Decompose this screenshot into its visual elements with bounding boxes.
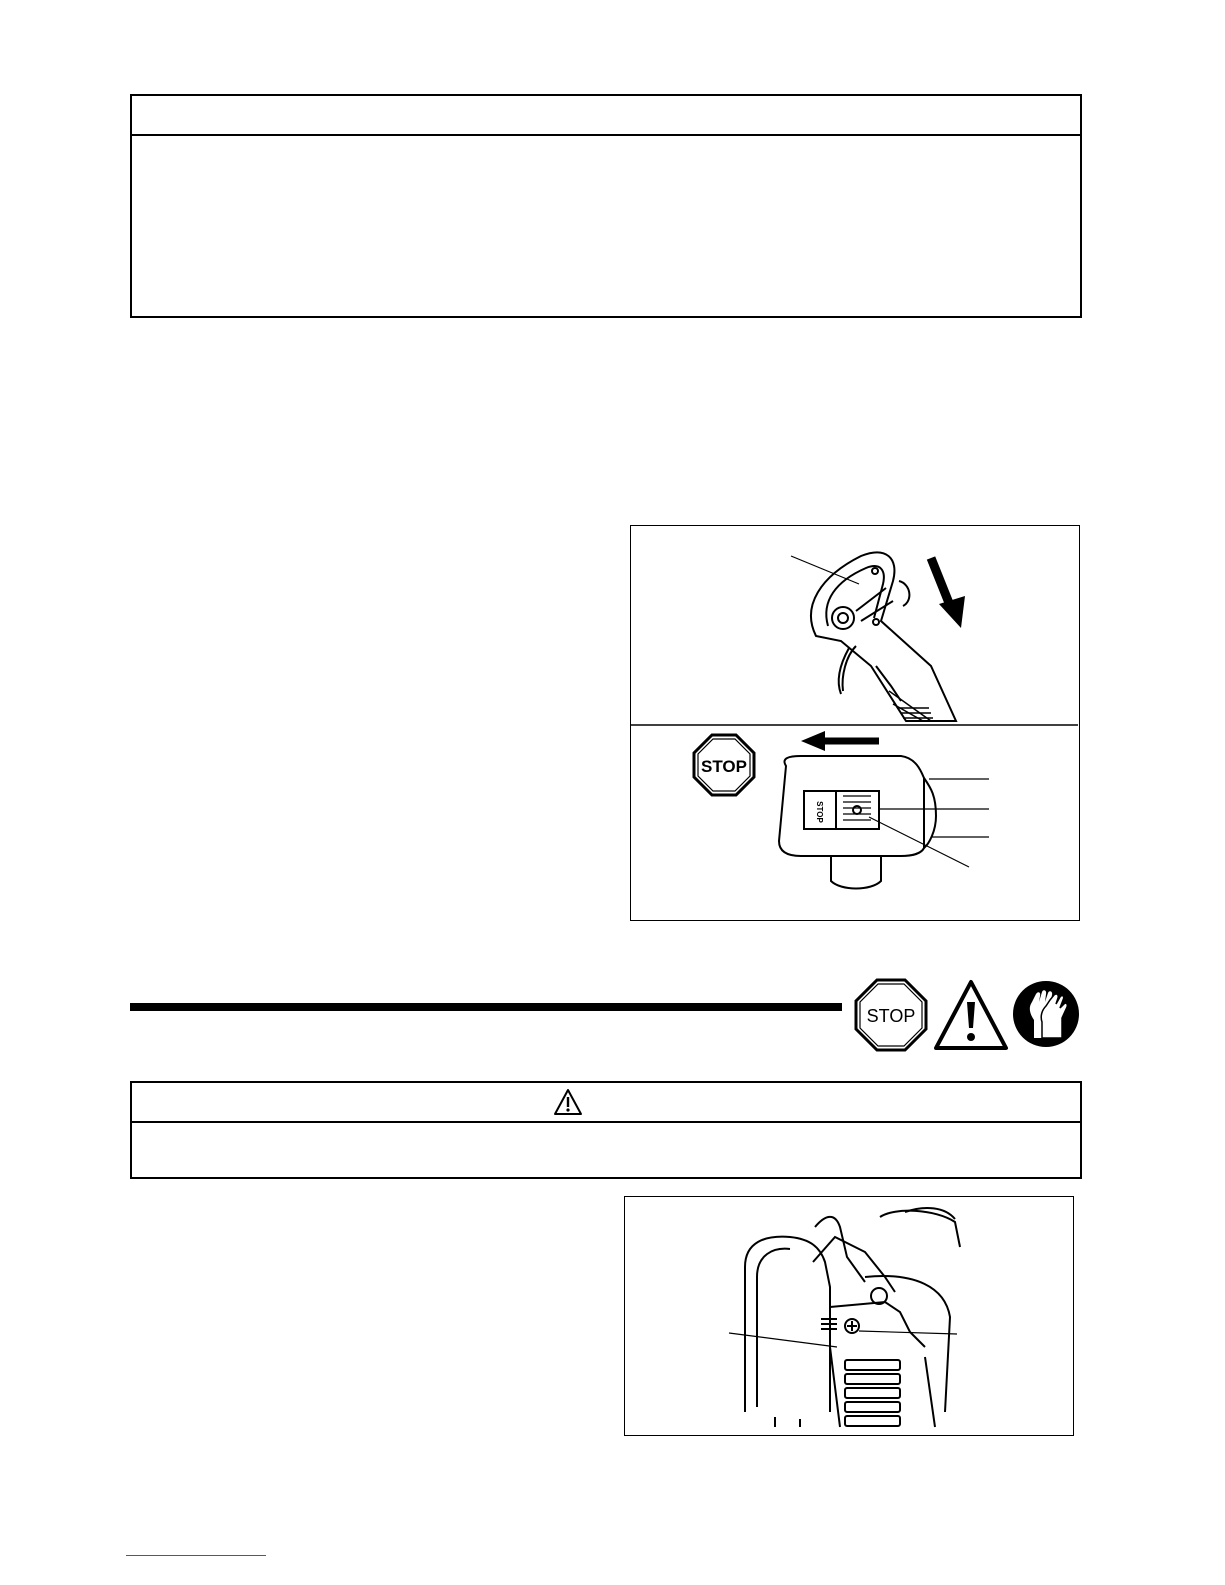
slide-left-arrow-icon xyxy=(801,731,879,751)
stop-switch-drawing xyxy=(779,756,936,889)
section-icons xyxy=(852,978,1082,1054)
section-stop-label: STOP xyxy=(866,1006,916,1026)
switch-stop-label: STOP xyxy=(815,801,824,823)
stop-sign-icon xyxy=(856,980,926,1050)
figure-stop-switch xyxy=(630,525,1080,921)
figure-engine xyxy=(624,1196,1074,1436)
warning-triangle-icon xyxy=(553,1088,583,1116)
engine-illustration xyxy=(625,1197,1072,1434)
wear-gloves-icon xyxy=(1013,981,1079,1047)
warning-box xyxy=(130,1081,1082,1179)
notice-box-divider xyxy=(132,134,1080,136)
section-rule xyxy=(130,1003,842,1011)
warning-triangle-icon xyxy=(936,982,1006,1048)
footer-link[interactable] xyxy=(126,1555,266,1556)
stop-sign-icon xyxy=(694,735,754,795)
stop-sign-label: STOP xyxy=(701,757,747,776)
notice-box-top xyxy=(130,94,1082,318)
leader-line-lever xyxy=(791,556,859,584)
switch-leader-lines xyxy=(869,779,989,867)
stop-switch-illustration xyxy=(631,526,1078,919)
warning-box-divider xyxy=(132,1121,1080,1123)
push-down-arrow-icon xyxy=(931,558,965,628)
